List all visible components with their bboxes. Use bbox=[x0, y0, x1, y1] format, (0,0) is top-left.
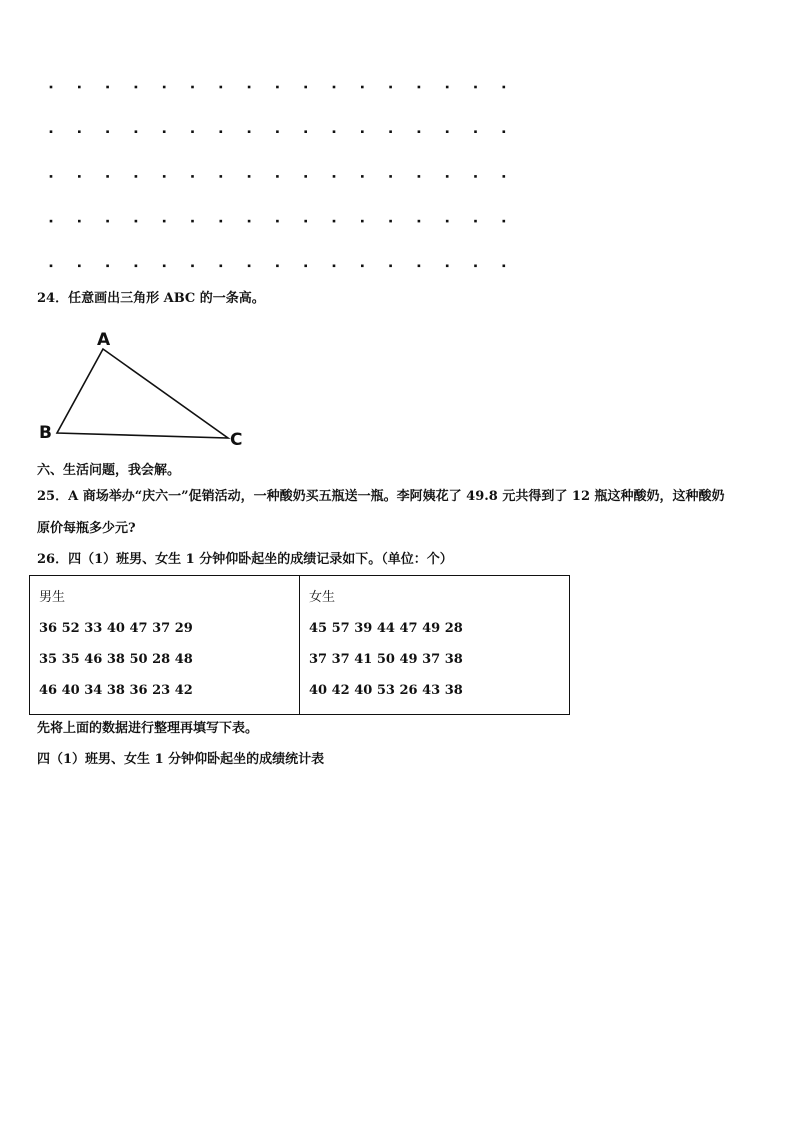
grid-dot bbox=[276, 220, 279, 223]
grid-dot bbox=[163, 86, 166, 89]
grid-dot bbox=[333, 220, 336, 223]
grid-dot bbox=[78, 220, 81, 223]
grid-dot bbox=[276, 130, 279, 133]
grid-dot bbox=[418, 130, 421, 133]
grid-dot bbox=[78, 175, 81, 178]
record-table bbox=[29, 575, 570, 715]
grid-dot bbox=[333, 86, 336, 89]
grid-dot bbox=[135, 265, 138, 268]
grid-dot bbox=[304, 86, 307, 89]
grid-dot bbox=[474, 220, 477, 223]
grid-dot bbox=[304, 175, 307, 178]
grid-dot bbox=[50, 175, 53, 178]
grid-dot bbox=[446, 175, 449, 178]
dot-grid bbox=[0, 0, 794, 290]
grid-dot bbox=[276, 86, 279, 89]
triangle-shape bbox=[57, 349, 228, 438]
grid-dot bbox=[333, 130, 336, 133]
grid-dot bbox=[191, 130, 194, 133]
grid-dot bbox=[474, 130, 477, 133]
girls-row-1: 45 57 39 44 47 49 28 bbox=[309, 621, 463, 636]
grid-dot bbox=[135, 175, 138, 178]
girls-row-2: 37 37 41 50 49 37 38 bbox=[309, 652, 463, 667]
instruction-text: 先将上面的数据进行整理再填写下表。 bbox=[37, 721, 259, 736]
grid-dot bbox=[106, 86, 109, 89]
section-6-heading: 六、生活问题，我会解。 bbox=[37, 463, 181, 478]
grid-dot bbox=[106, 265, 109, 268]
grid-dot bbox=[389, 220, 392, 223]
grid-dot bbox=[389, 86, 392, 89]
boys-row-1: 36 52 33 40 47 37 29 bbox=[39, 621, 193, 636]
grid-dot bbox=[248, 265, 251, 268]
grid-dot bbox=[361, 86, 364, 89]
grid-dot bbox=[191, 175, 194, 178]
grid-dot bbox=[276, 175, 279, 178]
grid-dot bbox=[248, 175, 251, 178]
grid-dot bbox=[163, 130, 166, 133]
vertex-label-a: A bbox=[97, 330, 111, 350]
grid-dot bbox=[446, 265, 449, 268]
boys-row-3: 46 40 34 38 36 23 42 bbox=[39, 683, 193, 698]
grid-dot bbox=[78, 86, 81, 89]
grid-dot bbox=[304, 220, 307, 223]
boys-cell bbox=[30, 576, 300, 715]
grid-dot bbox=[474, 175, 477, 178]
grid-dot bbox=[389, 130, 392, 133]
grid-dot bbox=[389, 265, 392, 268]
boys-row-2: 35 35 46 38 50 28 48 bbox=[39, 652, 193, 667]
grid-dot bbox=[276, 265, 279, 268]
question-25-line-1: 25．A 商场举办“庆六一”促销活动，一种酸奶买五瓶送一瓶。李阿姨花了 49.8 元共得到了 12 瓶这种酸奶，这种酸奶 bbox=[37, 489, 725, 504]
grid-dot bbox=[220, 220, 223, 223]
grid-dot bbox=[361, 175, 364, 178]
grid-dot bbox=[106, 175, 109, 178]
grid-dot bbox=[418, 86, 421, 89]
grid-dot bbox=[361, 130, 364, 133]
grid-dot bbox=[304, 130, 307, 133]
grid-dot bbox=[446, 220, 449, 223]
grid-dot bbox=[503, 265, 506, 268]
question-26: 26．四（1）班男、女生 1 分钟仰卧起坐的成绩记录如下。（单位：个） bbox=[37, 552, 453, 567]
grid-dot bbox=[106, 220, 109, 223]
grid-dot bbox=[361, 265, 364, 268]
grid-dot bbox=[446, 130, 449, 133]
grid-dot bbox=[220, 130, 223, 133]
grid-dot bbox=[304, 265, 307, 268]
grid-dot bbox=[163, 175, 166, 178]
question-25-line-2: 原价每瓶多少元? bbox=[37, 521, 136, 536]
grid-dot bbox=[191, 220, 194, 223]
grid-dot bbox=[503, 175, 506, 178]
girls-header: 女生 bbox=[309, 590, 336, 605]
triangle-abc bbox=[30, 325, 260, 455]
grid-dot bbox=[248, 86, 251, 89]
grid-dot bbox=[50, 265, 53, 268]
grid-dot bbox=[135, 130, 138, 133]
grid-dot bbox=[418, 265, 421, 268]
question-24: 24．任意画出三角形 ABC 的一条高。 bbox=[37, 291, 265, 306]
grid-dot bbox=[503, 86, 506, 89]
grid-dot bbox=[418, 175, 421, 178]
stats-table-title: 四（1）班男、女生 1 分钟仰卧起坐的成绩统计表 bbox=[37, 752, 325, 767]
grid-dot bbox=[191, 86, 194, 89]
grid-dot bbox=[191, 265, 194, 268]
grid-dot bbox=[220, 265, 223, 268]
vertex-label-c: C bbox=[230, 430, 243, 450]
grid-dot bbox=[220, 175, 223, 178]
grid-dot bbox=[135, 220, 138, 223]
grid-dot bbox=[220, 86, 223, 89]
vertex-label-b: B bbox=[39, 423, 52, 443]
girls-row-3: 40 42 40 53 26 43 38 bbox=[309, 683, 463, 698]
grid-dot bbox=[78, 130, 81, 133]
grid-dot bbox=[333, 175, 336, 178]
grid-dot bbox=[361, 220, 364, 223]
girls-cell bbox=[300, 576, 570, 715]
grid-dot bbox=[503, 220, 506, 223]
grid-dot bbox=[474, 86, 477, 89]
grid-dot bbox=[50, 86, 53, 89]
grid-dot bbox=[333, 265, 336, 268]
boys-header: 男生 bbox=[39, 590, 66, 605]
grid-dot bbox=[163, 220, 166, 223]
grid-dot bbox=[135, 86, 138, 89]
grid-dot bbox=[50, 130, 53, 133]
grid-dot bbox=[474, 265, 477, 268]
grid-dot bbox=[50, 220, 53, 223]
grid-dot bbox=[163, 265, 166, 268]
grid-dot bbox=[389, 175, 392, 178]
grid-dot bbox=[446, 86, 449, 89]
grid-dot bbox=[248, 130, 251, 133]
grid-dot bbox=[248, 220, 251, 223]
grid-dot bbox=[78, 265, 81, 268]
grid-dot bbox=[418, 220, 421, 223]
grid-dot bbox=[503, 130, 506, 133]
grid-dot bbox=[106, 130, 109, 133]
